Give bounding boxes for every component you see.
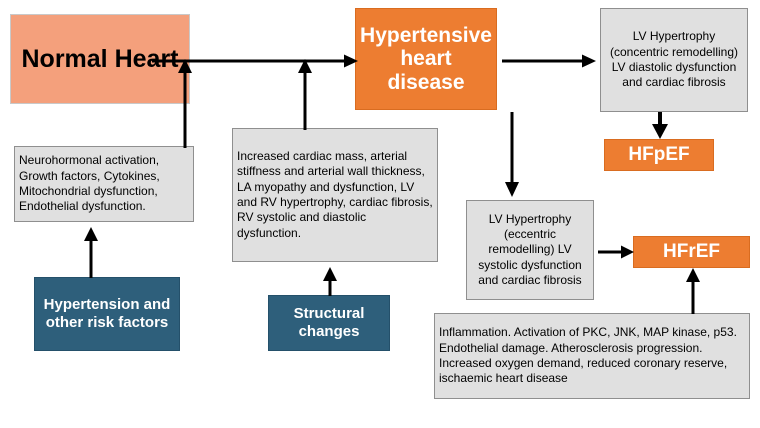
node-neurohormonal-activation-label: Neurohormonal activation, Growth factors, Cytokines, Mitochondrial dysfunction, Endothelial dysfunction. [19, 153, 160, 214]
node-hfpef-label: HFpEF [628, 144, 690, 165]
node-increased-cardiac-mass-label: Increased cardiac mass, arterial stiffness and arterial wall thickness, LA myopathy and dysfunction, LV and RV hypertrophy, cardiac fibrosis, RV systolic and diastolic dysfunction. [237, 148, 433, 240]
node-lv-hypertrophy-eccentric[interactable] [466, 200, 594, 300]
arrow-inflammation-to-hfref [681, 267, 705, 315]
node-normal-heart-label: Normal Heart [21, 44, 179, 73]
node-hypertension-risk-factors[interactable] [34, 277, 180, 351]
node-lv-hypertrophy-eccentric-label: LV Hypertrophy (eccentric remodelling) LV systolic dysfunction and cardiac fibrosis [478, 211, 582, 288]
node-structural-changes[interactable] [268, 295, 390, 351]
node-neurohormonal-activation[interactable] [14, 146, 194, 222]
node-increased-cardiac-mass[interactable] [232, 128, 438, 262]
node-hypertension-risk-factors-label: Hypertension and other risk factors [43, 296, 171, 331]
node-inflammation[interactable] [434, 313, 750, 399]
node-hfpef[interactable] [604, 139, 714, 171]
arrow-hypertension-to-neurohormonal [80, 226, 102, 280]
node-inflammation-label: Inflammation. Activation of PKC, JNK, MAP kinase, p53. Endothelial damage. Atherosclerosis progression. Increased oxygen demand, reduced coronary reserve, ischaemic heart disease [439, 325, 737, 386]
arrow-cardiac-mass-up [294, 58, 316, 132]
arrow-hhd-to-eccentric [500, 112, 524, 198]
node-hypertensive-heart-disease-label: Hypertensive heart disease [360, 23, 492, 94]
node-hfref-label: HFrEF [663, 241, 720, 262]
node-lv-hypertrophy-concentric-label: LV Hypertrophy (concentric remodelling) LV diastolic dysfunction and cardiac fibrosis [609, 29, 739, 90]
node-hfref[interactable] [633, 236, 750, 268]
arrow-hhd-to-concentric [500, 50, 598, 72]
node-lv-hypertrophy-concentric[interactable] [600, 8, 748, 112]
arrow-eccentric-to-hfref [596, 241, 636, 263]
arrow-neurohormonal-up [174, 58, 196, 150]
node-hypertensive-heart-disease[interactable] [355, 8, 497, 110]
arrow-concentric-to-hfpef [648, 112, 672, 140]
arrow-structural-to-cardiac-mass [319, 266, 341, 298]
node-structural-changes-label: Structural changes [293, 305, 365, 340]
